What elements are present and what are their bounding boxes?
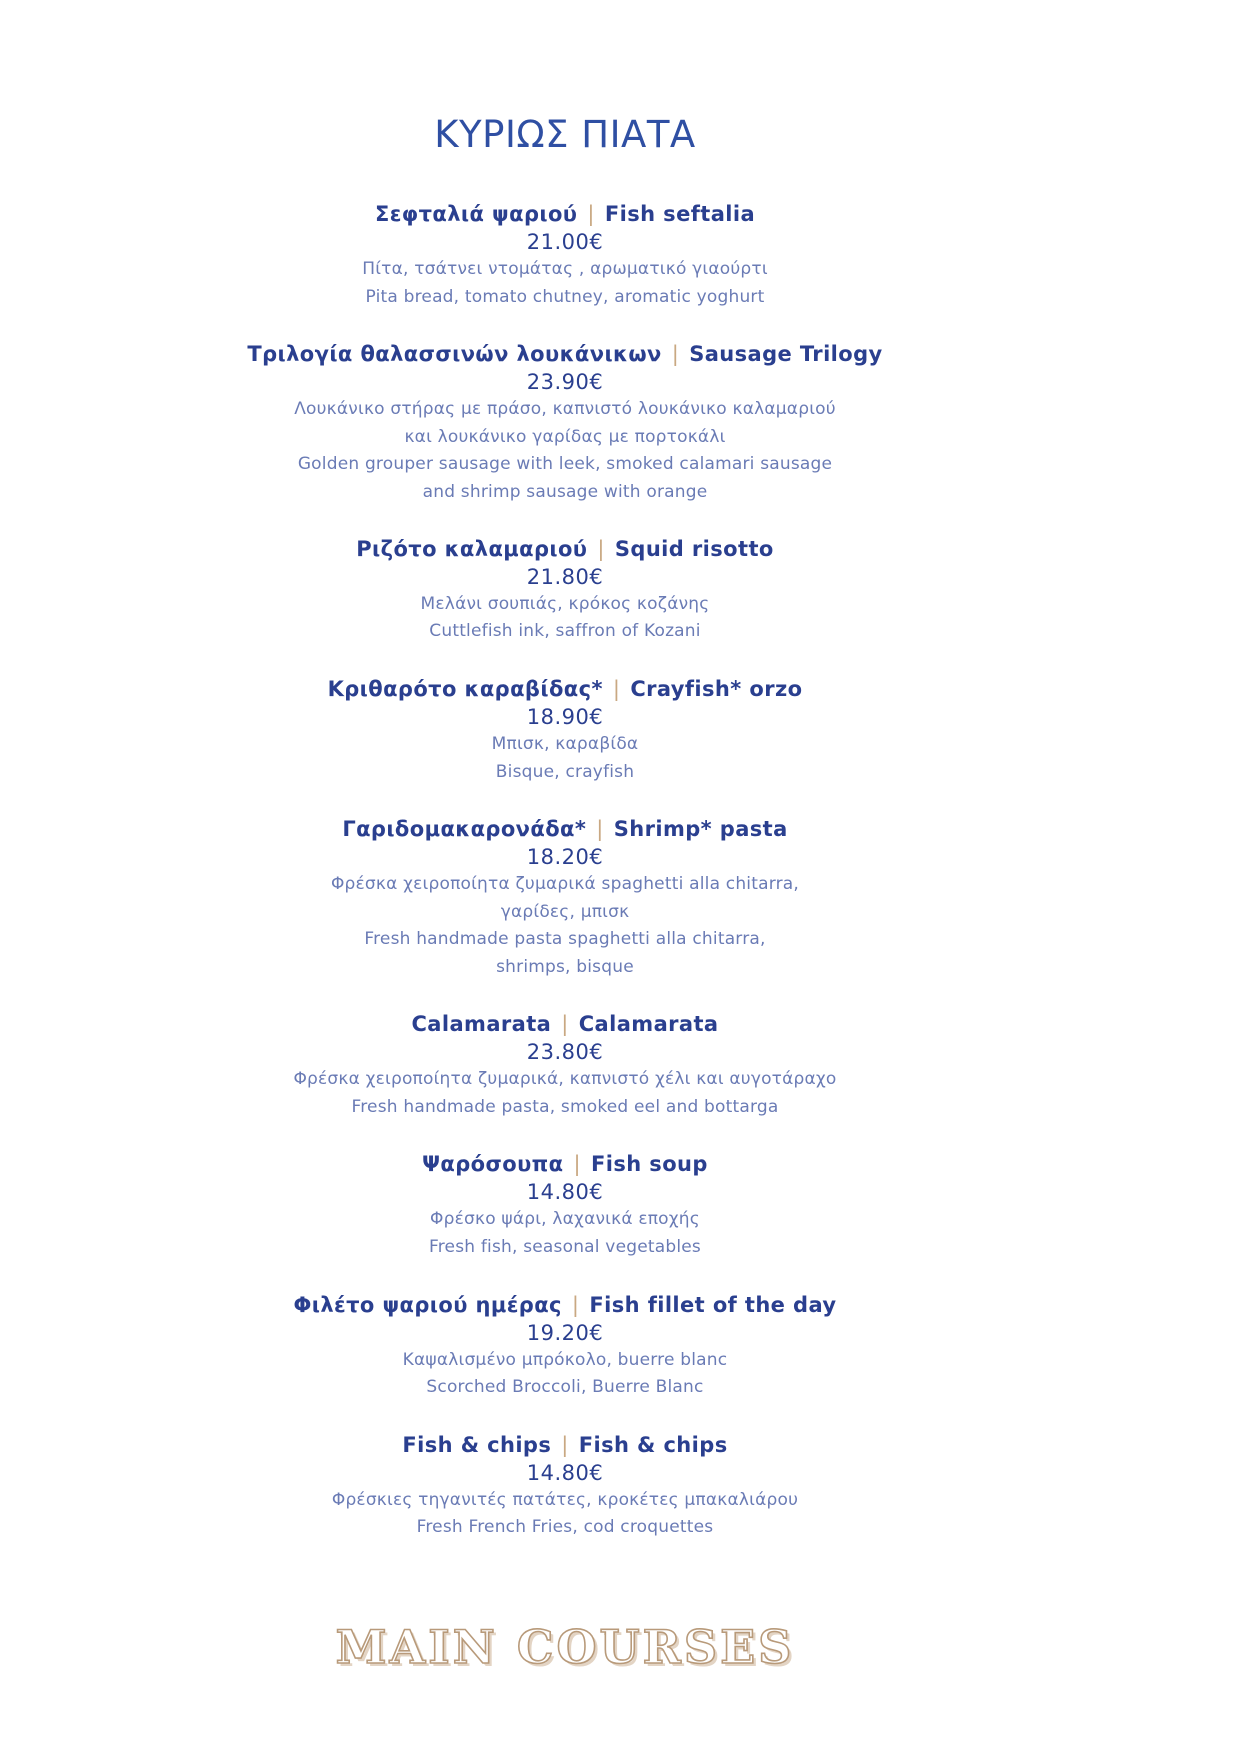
footer-title: MAIN COURSES	[335, 1620, 795, 1674]
item-description-line: Φρέσκο ψάρι, λαχανικά εποχής	[430, 1209, 700, 1230]
name-separator: |	[587, 202, 595, 226]
item-name-greek: Σεφταλιά ψαριού	[374, 202, 578, 226]
item-name	[0, 340, 1130, 368]
name-separator: |	[571, 1292, 580, 1317]
item-name	[0, 1010, 1130, 1038]
item-name	[0, 535, 1130, 563]
menu-item	[0, 1291, 1130, 1431]
item-price: 14.80€	[526, 1460, 604, 1485]
name-separator: |	[561, 1012, 569, 1037]
item-name-english: Crayfish* orzo	[630, 677, 803, 702]
item-description-line: Πίτα, τσάτνει ντομάτας , αρωματικό γιαούρτι	[362, 259, 768, 279]
name-separator: |	[561, 1432, 569, 1457]
item-name-english: Fish & chips	[578, 1432, 728, 1457]
item-price: 21.00€	[526, 230, 604, 254]
menu-item	[0, 675, 1130, 815]
item-price: 18.20€	[526, 845, 604, 870]
name-separator: |	[573, 1152, 581, 1177]
item-description-line: Φρέσκα χειροποίητα ζυμαρικά, καπνιστό χέλι και αυγοτάραχο	[293, 1069, 837, 1090]
item-name-greek: Fish & chips	[402, 1432, 552, 1457]
item-price: 23.90€	[526, 370, 604, 395]
page-title: ΚΥΡΙΩΣ ΠΙΑΤΑ	[434, 112, 696, 156]
item-description-line: Καψαλισμένο μπρόκολο, buerre blanc	[402, 1349, 728, 1370]
item-description-line: Fresh handmade pasta spaghetti alla chitarra,	[364, 929, 766, 950]
item-name-english: Squid risotto	[614, 536, 774, 561]
name-separator: |	[597, 536, 605, 561]
item-name-greek: Φιλέτο ψαριού ημέρας	[293, 1292, 562, 1317]
item-name-greek: Calamarata	[411, 1012, 552, 1037]
item-description-line: Λουκάνικο στήρας με πράσο, καπνιστό λουκάνικο καλαμαριού	[294, 399, 836, 420]
item-name-english: Shrimp* pasta	[613, 817, 788, 842]
item-description-line: Cuttlefish ink, saffron of Kozani	[429, 621, 701, 642]
item-name-english: Calamarata	[578, 1012, 719, 1037]
menu-item	[0, 1150, 1130, 1290]
item-description-line: and shrimp sausage with orange	[422, 481, 708, 502]
menu-item	[0, 1431, 1130, 1571]
item-name-greek: Τριλογία θαλασσινών λουκάνικων	[247, 342, 662, 367]
item-name	[0, 675, 1130, 703]
item-description-line: shrimps, bisque	[496, 956, 634, 977]
item-name-english: Fish fillet of the day	[589, 1292, 837, 1317]
item-description-line: Fresh fish, seasonal vegetables	[429, 1236, 701, 1257]
menu-item	[0, 535, 1130, 675]
item-name	[0, 815, 1130, 843]
item-price: 19.20€	[526, 1320, 604, 1345]
menu-item	[0, 1010, 1130, 1150]
item-description-line: Φρέσκιες τηγανιτές πατάτες, κροκέτες μπακαλιάρου	[331, 1489, 799, 1510]
menu-list	[0, 200, 1130, 1571]
item-name	[0, 1150, 1130, 1178]
item-name	[0, 200, 1130, 228]
item-name-english: Fish soup	[591, 1152, 708, 1177]
item-description-line: Fresh handmade pasta, smoked eel and bottarga	[351, 1096, 779, 1117]
item-description-line: Μπισκ, καραβίδα	[491, 734, 639, 755]
item-name-greek: Κριθαρότο καραβίδας*	[327, 677, 603, 702]
item-price: 18.90€	[526, 705, 604, 730]
menu-item	[0, 200, 1130, 340]
item-name-greek: Ριζότο καλαμαριού	[356, 536, 588, 561]
item-description-line: Fresh French Fries, cod croquettes	[416, 1517, 714, 1538]
item-price: 14.80€	[526, 1180, 604, 1205]
item-description-line: Bisque, crayfish	[495, 761, 635, 782]
item-description-line: Scorched Broccoli, Buerre Blanc	[426, 1377, 704, 1398]
item-description-line: Μελάνι σουπιάς, κρόκος κοζάνης	[420, 593, 710, 614]
item-description-line: Golden grouper sausage with leek, smoked calamari sausage	[297, 454, 833, 475]
item-price: 21.80€	[526, 564, 604, 589]
name-separator: |	[612, 677, 621, 702]
item-name	[0, 1291, 1130, 1319]
item-description-line: Φρέσκα χειροποίητα ζυμαρικά spaghetti alla chitarra,	[330, 874, 800, 895]
item-description-line: και λουκάνικο γαρίδας με πορτοκάλι	[404, 426, 726, 447]
menu-item	[0, 340, 1130, 535]
name-separator: |	[596, 817, 604, 842]
item-description-line: Pita bread, tomato chutney, aromatic yoghurt	[365, 286, 765, 307]
item-name-english: Sausage Trilogy	[689, 342, 883, 367]
menu-item	[0, 815, 1130, 1010]
item-price: 23.80€	[526, 1040, 604, 1065]
item-name-english: Fish seftalia	[604, 202, 756, 226]
item-description-line: γαρίδες, μπισκ	[500, 901, 630, 922]
item-name-greek: Ψαρόσουπα	[422, 1152, 564, 1177]
item-name-greek: Γαριδομακαρονάδα*	[342, 817, 587, 842]
name-separator: |	[671, 342, 680, 367]
item-name	[0, 1431, 1130, 1459]
